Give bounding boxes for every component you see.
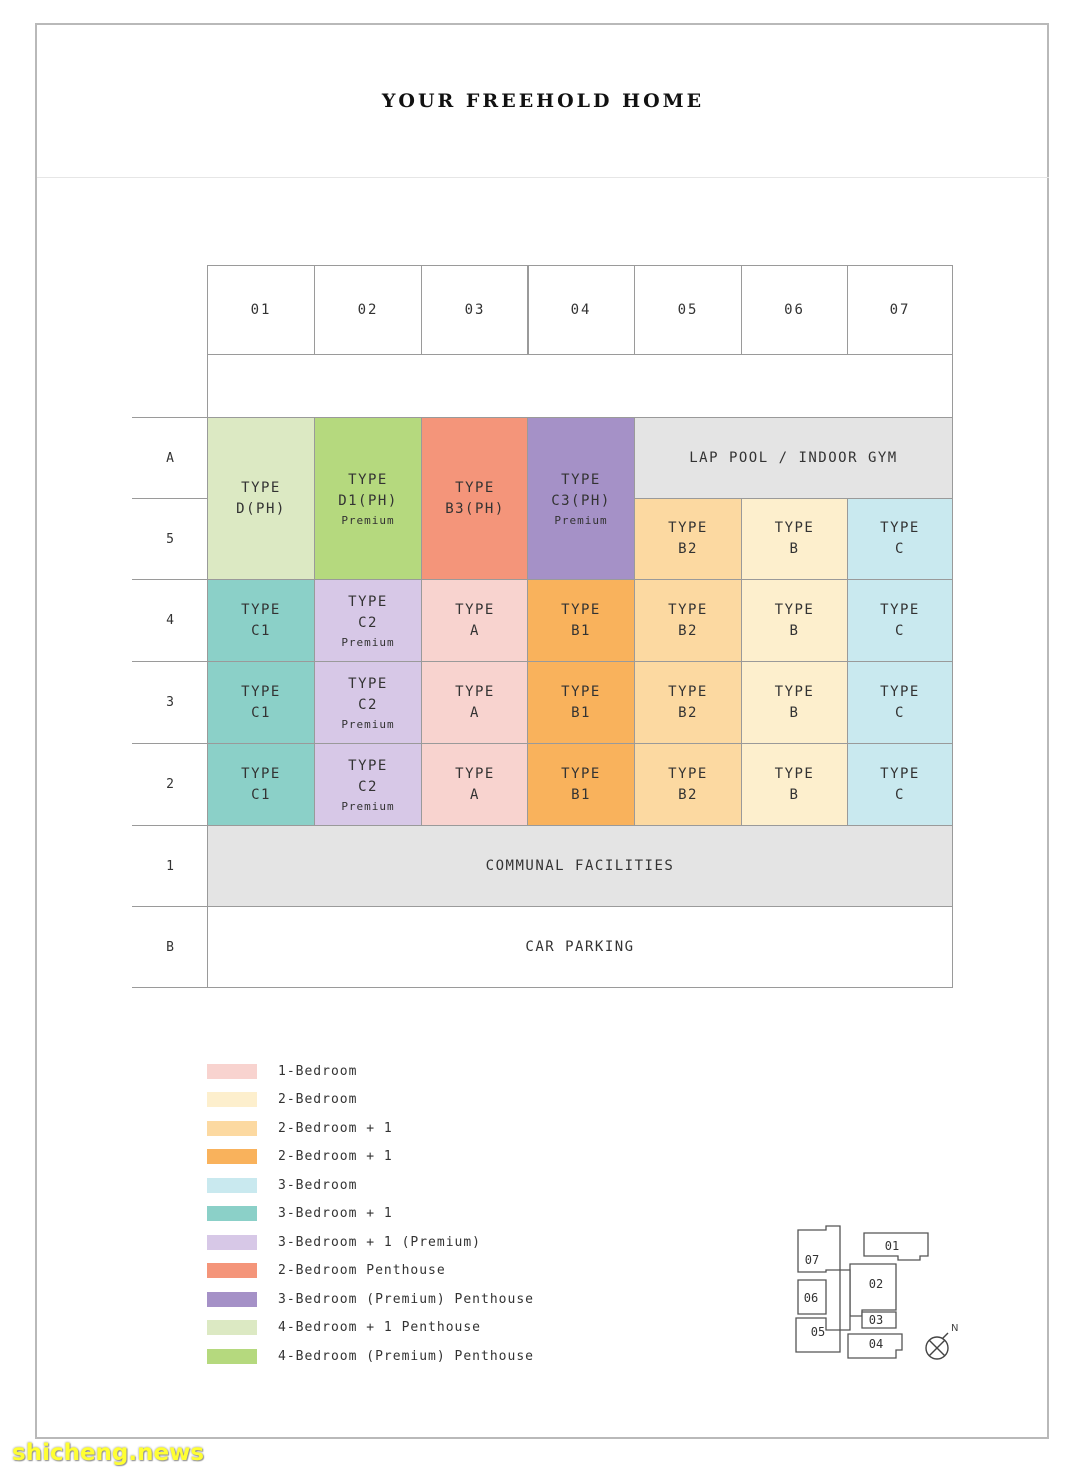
legend-item [207, 1119, 393, 1137]
unit-2-07 [847, 743, 953, 826]
column-header-04: 04 [527, 265, 635, 355]
column-header-01: 01 [207, 265, 315, 355]
legend-swatch [207, 1092, 257, 1107]
unit-type-code: C [895, 541, 905, 557]
legend-swatch [207, 1206, 257, 1221]
unit-4-01 [207, 579, 315, 662]
unit-type-code: C3(PH) [551, 493, 611, 509]
unit-type-code: B [789, 704, 800, 721]
row-label-divider [132, 987, 208, 988]
unit-label: TYPE [348, 472, 388, 488]
legend-item [207, 1262, 446, 1280]
legend-item [207, 1062, 357, 1080]
unit-label: TYPE [455, 765, 495, 782]
unit-type-b3-ph [421, 417, 529, 580]
legend-swatch [207, 1235, 257, 1250]
legend-item [207, 1148, 393, 1166]
legend-swatch [207, 1349, 257, 1364]
unit-2-04 [527, 743, 635, 826]
unit-type-code: B [789, 622, 800, 639]
unit-type-code: B2 [678, 786, 698, 803]
communal-facilities [207, 825, 953, 907]
unit-3-01 [207, 661, 315, 744]
unit-label: TYPE [241, 601, 281, 618]
unit-label: TYPE [241, 765, 281, 782]
unit-type-code: B1 [571, 786, 591, 803]
unit-type-code: C1 [251, 786, 271, 803]
unit-type-code: C2 [358, 615, 378, 631]
keyplan-label-01: 01 [884, 1239, 900, 1253]
north-arrow-icon [926, 1333, 948, 1359]
watermark: shicheng.news [12, 1440, 205, 1466]
legend-label: 2-Bedroom + 1 [278, 1149, 393, 1164]
unit-3-06 [741, 661, 848, 744]
unit-2-02 [314, 743, 422, 826]
unit-type-c3-ph [527, 417, 635, 580]
unit-label: TYPE [348, 676, 388, 692]
legend-swatch [207, 1064, 257, 1079]
unit-4-02 [314, 579, 422, 662]
unit-label: TYPE [668, 765, 708, 782]
unit-3-03 [421, 661, 529, 744]
column-header-02: 02 [314, 265, 422, 355]
level-label-1: 1 [132, 825, 208, 907]
legend-label: 3-Bedroom + 1 (Premium) [278, 1234, 482, 1250]
key-plan-diagram [790, 1220, 970, 1370]
level-label-2: 2 [132, 743, 208, 825]
unit-type-code: C [895, 622, 905, 639]
keyplan-label-05: 05 [810, 1325, 826, 1339]
lap-pool-indoor-gym [634, 417, 953, 499]
unit-label: TYPE [880, 683, 920, 700]
unit-type-code: B2 [678, 622, 698, 639]
column-header-05: 05 [634, 265, 742, 355]
unit-type-code: B2 [678, 704, 698, 721]
unit-label: TYPE [455, 683, 495, 700]
unit-type-code: C1 [251, 704, 271, 721]
legend-swatch [207, 1178, 257, 1193]
level-label-b: B [132, 906, 208, 988]
unit-type-code: B3(PH) [445, 500, 505, 517]
legend-label: 3-Bedroom + 1 [278, 1206, 393, 1221]
legend-item [207, 1319, 481, 1337]
unit-label: TYPE [455, 479, 495, 496]
unit-label: TYPE [241, 479, 281, 496]
unit-label: TYPE [348, 594, 388, 610]
unit-type-code: D1(PH) [338, 493, 398, 509]
unit-label: TYPE [241, 683, 281, 700]
unit-4-07 [847, 579, 953, 662]
legend-swatch [207, 1121, 257, 1136]
unit-type-code: B [789, 541, 800, 557]
unit-4-04 [527, 579, 635, 662]
unit-label: TYPE [668, 520, 708, 536]
premium-note: Premium [341, 800, 395, 813]
legend-swatch [207, 1263, 257, 1278]
unit-5-06 [741, 498, 848, 580]
level-label-4: 4 [132, 579, 208, 661]
unit-type-code: C2 [358, 779, 378, 795]
unit-type-code: B1 [571, 704, 591, 721]
legend-swatch [207, 1292, 257, 1307]
page-title: YOUR FREEHOLD HOME [381, 90, 705, 112]
unit-type-code: C [895, 704, 905, 721]
unit-label: TYPE [455, 601, 495, 618]
legend-label: 2-Bedroom + 1 [278, 1120, 393, 1136]
unit-type-d1-ph [314, 417, 422, 580]
premium-note: Premium [554, 514, 608, 527]
keyplan-label-04: 04 [868, 1337, 884, 1351]
unit-type-code: A [470, 622, 480, 639]
unit-label: TYPE [880, 765, 920, 782]
legend-label: 4-Bedroom + 1 Penthouse [278, 1320, 482, 1335]
unit-4-05 [634, 579, 742, 662]
level-label-5: 5 [132, 498, 208, 580]
unit-5-07 [847, 498, 953, 580]
unit-label: TYPE [774, 765, 815, 782]
column-header-03: 03 [421, 265, 529, 355]
legend-swatch [207, 1320, 257, 1335]
unit-label: TYPE [561, 472, 601, 488]
unit-label: TYPE [668, 601, 708, 618]
legend-label: 3-Bedroom [278, 1177, 358, 1193]
unit-type-code: D(PH) [236, 500, 286, 517]
unit-label: TYPE [348, 758, 388, 774]
keyplan-label-06: 06 [803, 1291, 819, 1305]
legend-item [207, 1290, 534, 1308]
premium-note: Premium [341, 636, 395, 649]
unit-label: TYPE [880, 520, 920, 536]
unit-4-06 [741, 579, 848, 662]
unit-type-code: C [895, 786, 905, 803]
legend-item [207, 1176, 357, 1194]
unit-type-d-ph [207, 417, 315, 580]
unit-3-02 [314, 661, 422, 744]
unit-label: TYPE [880, 601, 920, 618]
facility-label: LAP POOL / INDOOR GYM [689, 449, 898, 466]
legend-item [207, 1091, 357, 1109]
unit-label: TYPE [774, 520, 815, 536]
legend-label: 3-Bedroom (Premium) Penthouse [278, 1291, 534, 1307]
unit-type-code: B2 [678, 541, 698, 557]
unit-label: TYPE [561, 765, 601, 782]
unit-type-code: B1 [571, 622, 591, 639]
unit-label: TYPE [668, 683, 708, 700]
unit-3-04 [527, 661, 635, 744]
unit-2-01 [207, 743, 315, 826]
column-header-07: 07 [847, 265, 953, 355]
level-label-3: 3 [132, 661, 208, 743]
north-label: N [951, 1323, 959, 1334]
unit-2-03 [421, 743, 529, 826]
unit-type-code: B [789, 786, 800, 803]
legend-item [207, 1233, 481, 1251]
unit-label: TYPE [774, 601, 815, 618]
keyplan-label-02: 02 [868, 1277, 884, 1291]
unit-3-07 [847, 661, 953, 744]
car-parking [207, 906, 953, 988]
roof-row [207, 354, 953, 418]
column-header-06: 06 [741, 265, 848, 355]
legend-swatch [207, 1149, 257, 1164]
unit-label: TYPE [561, 601, 601, 618]
unit-4-03 [421, 579, 529, 662]
unit-2-06 [741, 743, 848, 826]
unit-type-code: A [470, 786, 480, 803]
premium-note: Premium [341, 514, 395, 527]
legend-item [207, 1205, 393, 1223]
facility-label: COMMUNAL FACILITIES [485, 857, 675, 874]
unit-type-code: A [470, 704, 480, 721]
unit-type-code: C2 [358, 697, 378, 713]
legend-label: 1-Bedroom [278, 1063, 358, 1079]
keyplan-label-03: 03 [868, 1313, 884, 1327]
unit-type-code: C1 [251, 622, 271, 639]
legend-label: 2-Bedroom Penthouse [278, 1263, 446, 1278]
premium-note: Premium [341, 718, 395, 731]
legend-item [207, 1347, 534, 1365]
unit-label: TYPE [561, 683, 601, 700]
legend-label: 4-Bedroom (Premium) Penthouse [278, 1348, 534, 1364]
keyplan-connector [840, 1270, 850, 1330]
header [37, 25, 1049, 178]
facility-label: CAR PARKING [525, 938, 635, 955]
unit-5-05 [634, 498, 742, 580]
unit-3-05 [634, 661, 742, 744]
level-label-a: A [132, 417, 208, 499]
keyplan-label-07: 07 [804, 1253, 820, 1267]
unit-label: TYPE [774, 683, 815, 700]
legend-label: 2-Bedroom [278, 1092, 358, 1107]
unit-2-05 [634, 743, 742, 826]
